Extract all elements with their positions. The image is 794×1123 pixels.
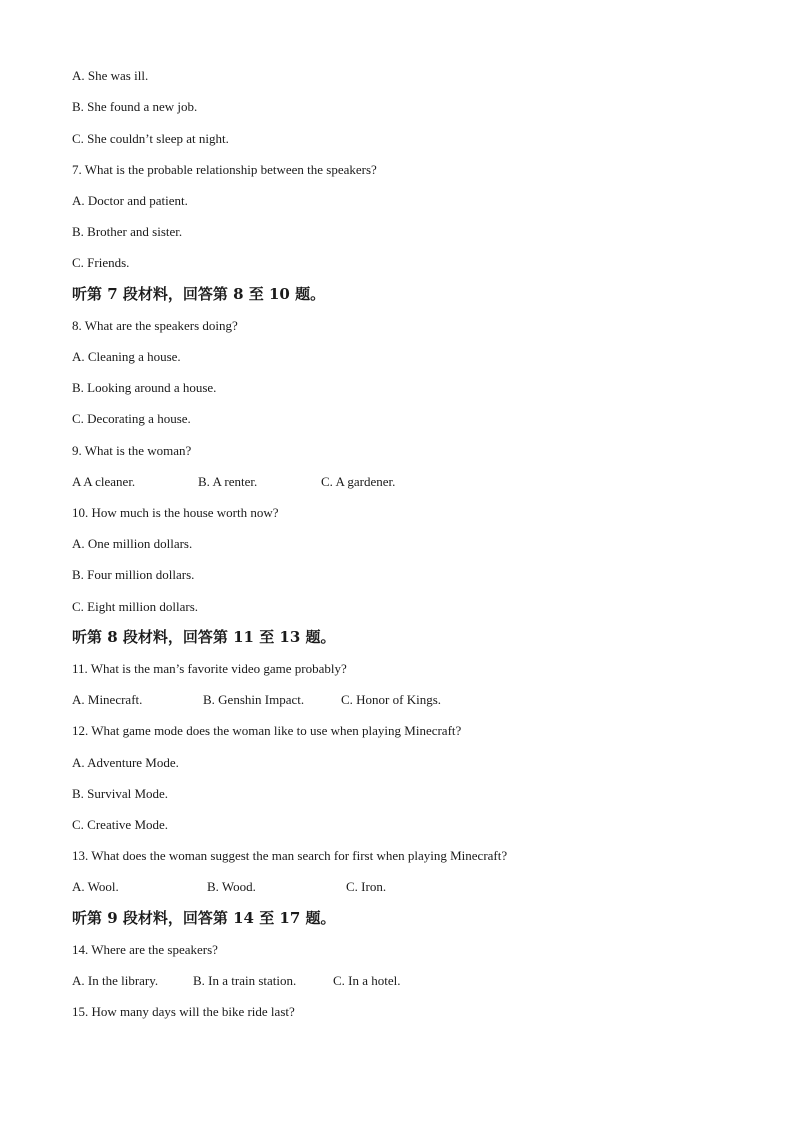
q8-option-b: B. Looking around a house. bbox=[72, 380, 217, 395]
q10-option-b: B. Four million dollars. bbox=[72, 567, 195, 582]
q6-option-b: B. She found a new job. bbox=[72, 99, 198, 114]
section8-heading: 听第 8 段材料，回答第 11 至 13 题。 bbox=[72, 628, 336, 646]
section7-heading: 听第 7 段材料，回答第 8 至 10 题。 bbox=[72, 285, 326, 303]
section9-heading: 听第 9 段材料，回答第 14 至 17 题。 bbox=[72, 909, 336, 927]
q8-option-a: A. Cleaning a house. bbox=[72, 349, 181, 364]
q12-option-a: A. Adventure Mode. bbox=[72, 755, 179, 770]
q10-question: 10. How much is the house worth now? bbox=[72, 505, 279, 520]
q14-option-a: A. In the library. bbox=[72, 973, 159, 988]
q11-question: 11. What is the man’s favorite video game probably? bbox=[72, 661, 347, 676]
q13-option-b: B. Wood. bbox=[207, 879, 256, 894]
q15-question: 15. How many days will the bike ride last? bbox=[72, 1004, 295, 1019]
q14-option-c: C. In a hotel. bbox=[333, 973, 401, 988]
q6-option-a: A. She was ill. bbox=[72, 68, 149, 83]
q14-option-b: B. In a train station. bbox=[193, 973, 297, 988]
q13-question: 13. What does the woman suggest the man search for first when playing Minecraft? bbox=[72, 848, 508, 863]
q11-option-a: A. Minecraft. bbox=[72, 692, 143, 707]
q12-option-c: C. Creative Mode. bbox=[72, 817, 169, 832]
q7-option-a: A. Doctor and patient. bbox=[72, 193, 188, 208]
q13-option-c: C. Iron. bbox=[346, 879, 387, 894]
q9-option-a: A A cleaner. bbox=[72, 474, 136, 489]
q9-options-row bbox=[72, 474, 472, 490]
q7-option-b: B. Brother and sister. bbox=[72, 224, 183, 239]
q9-option-c: C. A gardener. bbox=[321, 474, 396, 489]
q9-question: 9. What is the woman? bbox=[72, 443, 192, 458]
q11-option-c: C. Honor of Kings. bbox=[341, 692, 442, 707]
q8-option-c: C. Decorating a house. bbox=[72, 411, 191, 426]
q9-option-b: B. A renter. bbox=[198, 474, 258, 489]
q13-options-row bbox=[72, 879, 432, 895]
q7-option-c: C. Friends. bbox=[72, 255, 130, 270]
q10-option-a: A. One million dollars. bbox=[72, 536, 193, 551]
q10-option-c: C. Eight million dollars. bbox=[72, 599, 199, 614]
q14-options-row bbox=[72, 973, 452, 989]
q14-question: 14. Where are the speakers? bbox=[72, 942, 218, 957]
q12-option-b: B. Survival Mode. bbox=[72, 786, 169, 801]
q11-options-row bbox=[72, 692, 492, 708]
q13-option-a: A. Wool. bbox=[72, 879, 119, 894]
q12-question: 12. What game mode does the woman like to use when playing Minecraft? bbox=[72, 723, 462, 738]
q6-option-c: C. She couldn’t sleep at night. bbox=[72, 131, 229, 146]
q7-question: 7. What is the probable relationship between the speakers? bbox=[72, 162, 377, 177]
q8-question: 8. What are the speakers doing? bbox=[72, 318, 238, 333]
q11-option-b: B. Genshin Impact. bbox=[203, 692, 305, 707]
